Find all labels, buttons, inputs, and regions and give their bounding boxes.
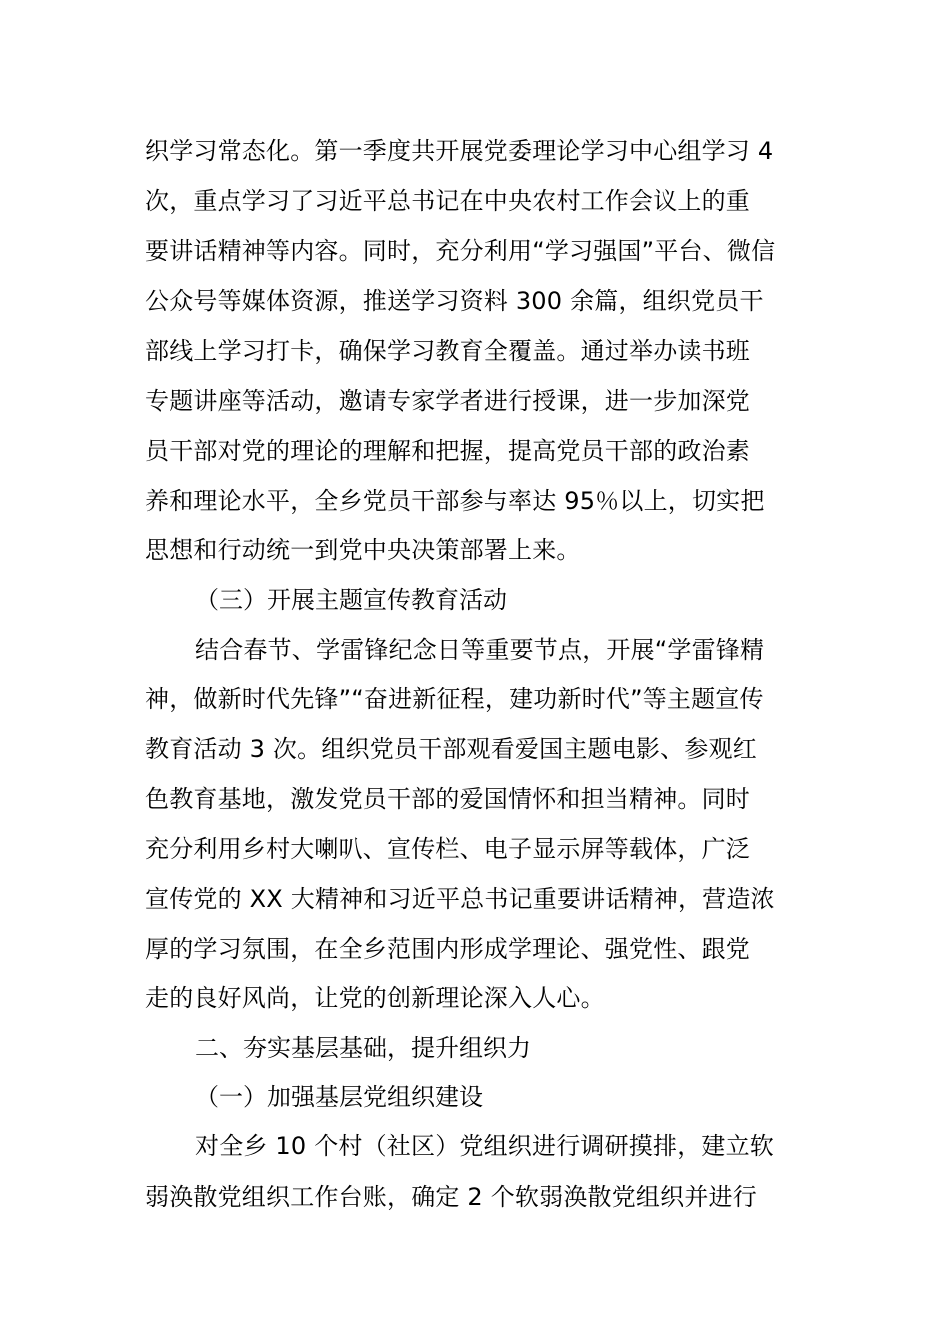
paragraph-line: 公众号等媒体资源，推送学习资料 300 余篇，组织党员干 — [145, 287, 764, 315]
paragraph-line: 对全乡 10 个村（社区）党组织进行调研摸排，建立软 — [195, 1132, 774, 1160]
paragraph-line: 养和理论水平，全乡党员干部参与率达 95％以上，切实把 — [145, 487, 765, 515]
paragraph-line: 员干部对党的理论的理解和把握，提高党员干部的政治素 — [145, 437, 750, 465]
paragraph-line: 教育活动 3 次。组织党员干部观看爱国主题电影、参观红 — [145, 735, 757, 763]
paragraph-line: 宣传党的 XX 大精神和习近平总书记重要讲话精神，营造浓 — [145, 885, 775, 913]
section-title: 二、夯实基层基础，提升组织力 — [195, 1034, 531, 1062]
paragraph-line: 厚的学习氛围，在全乡范围内形成学理论、强党性、跟党 — [145, 935, 750, 963]
paragraph-line: 弱涣散党组织工作台账，确定 2 个软弱涣散党组织并进行 — [145, 1183, 757, 1211]
paragraph-line: 神，做新时代先锋”“奋进新征程，建功新时代”等主题宣传 — [145, 685, 764, 713]
section-heading: （一）加强基层党组织建设 — [195, 1083, 483, 1111]
paragraph-line: 织学习常态化。第一季度共开展党委理论学习中心组学习 4 — [145, 137, 774, 165]
paragraph-line: 色教育基地，激发党员干部的爱国情怀和担当精神。同时 — [145, 785, 750, 813]
paragraph-line: 要讲话精神等内容。同时，充分利用“学习强国”平台、微信 — [145, 237, 776, 265]
paragraph-line: 次，重点学习了习近平总书记在中央农村工作会议上的重 — [145, 187, 750, 215]
paragraph-line: 充分利用乡村大喇叭、宣传栏、电子显示屏等载体，广泛 — [145, 835, 750, 863]
paragraph-line: 结合春节、学雷锋纪念日等重要节点，开展“学雷锋精 — [195, 636, 765, 664]
paragraph-line: 专题讲座等活动，邀请专家学者进行授课，进一步加深党 — [145, 387, 750, 415]
section-heading: （三）开展主题宣传教育活动 — [195, 586, 507, 614]
paragraph-line: 思想和行动统一到党中央决策部署上来。 — [145, 536, 581, 564]
paragraph-line: 部线上学习打卡，确保学习教育全覆盖。通过举办读书班 — [145, 337, 750, 365]
paragraph-line: 走的良好风尚，让党的创新理论深入人心。 — [145, 984, 605, 1012]
